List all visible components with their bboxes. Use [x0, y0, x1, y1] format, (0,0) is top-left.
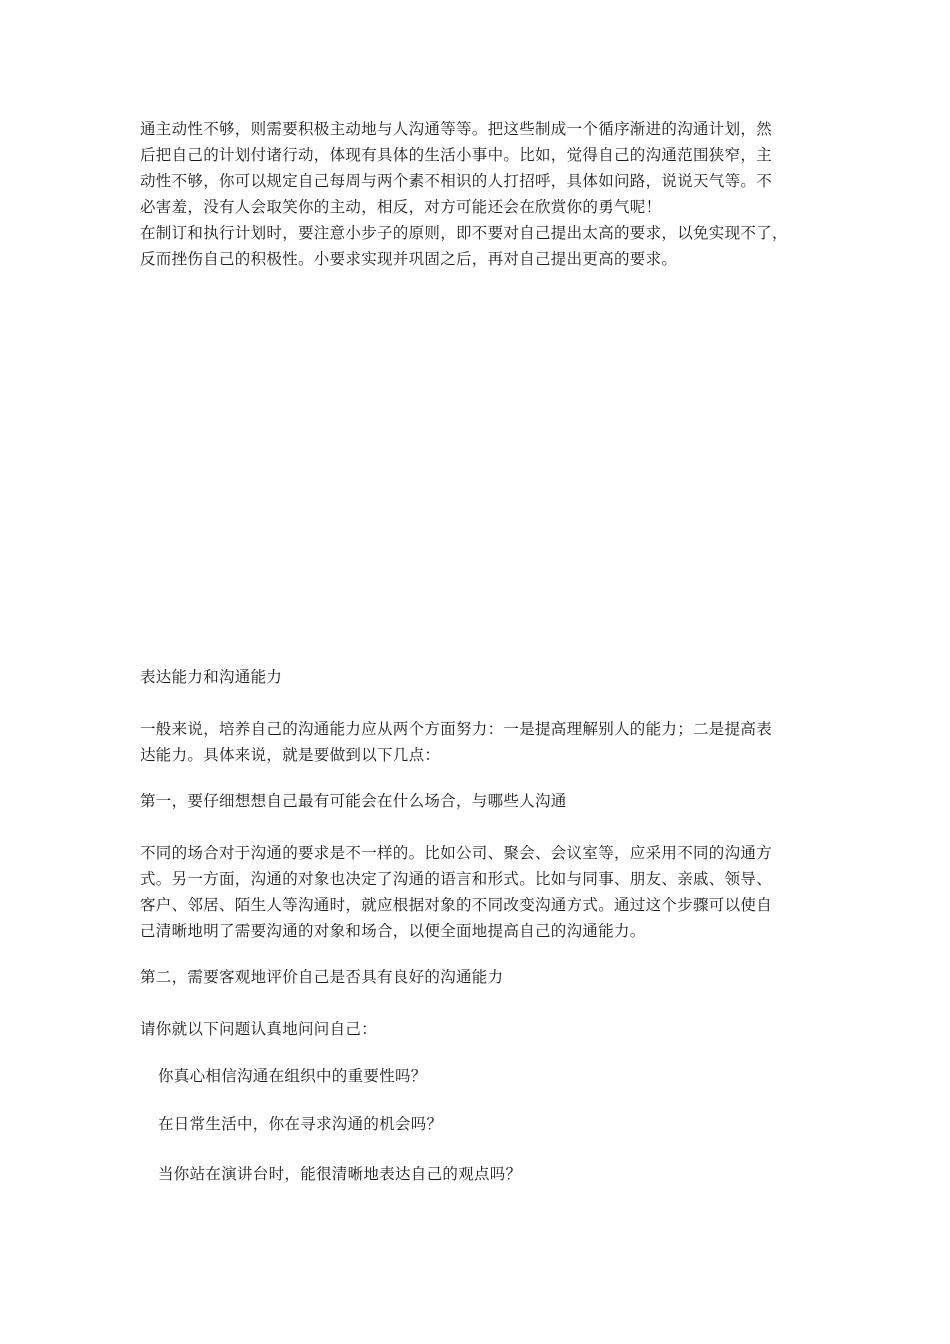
- question-item: [140, 1063, 812, 1089]
- question-text: 在日常生活中，你在寻求沟通的机会吗？: [158, 1115, 443, 1133]
- text-line: 反而挫伤自己的积极性。小要求实现并巩固之后，再对自己提出更高的要求。: [140, 250, 678, 268]
- text-line: 客户、邻居、陌生人等沟通时，就应根据对象的不同改变沟通方式。通过这个步骤可以使自: [140, 896, 773, 914]
- text-line: 后把自己的计划付诸行动，体现有具体的生活小事中。比如，觉得自己的沟通范围狭窄，主: [140, 146, 773, 164]
- text-line: 一般来说，培养自己的沟通能力应从两个方面努力：一是提高理解别人的能力；二是提高表: [140, 720, 773, 738]
- section-heading: [140, 664, 812, 690]
- text-line: 必害羞，没有人会取笑你的主动，相反，对方可能还会在欣赏你的勇气呢！: [140, 198, 662, 216]
- text-line: 在制订和执行计划时，要注意小步子的原则，即不要对自己提出太高的要求，以免实现不了，: [140, 224, 788, 242]
- question-item: [140, 1161, 812, 1187]
- paragraph-intro: [140, 716, 812, 768]
- paragraph-communication-plan: [140, 116, 812, 220]
- text-line: 达能力。具体来说，就是要做到以下几点：: [140, 746, 441, 764]
- question-text: 当你站在演讲台时，能很清晰地表达自己的观点吗？: [158, 1165, 522, 1183]
- point1-heading: [140, 788, 812, 814]
- heading-text: 表达能力和沟通能力: [140, 668, 283, 686]
- text-line: 式。另一方面，沟通的对象也决定了沟通的语言和形式。比如与同事、朋友、亲戚、领导、: [140, 870, 773, 888]
- point-heading-text: 第二，需要客观地评价自己是否具有良好的沟通能力: [140, 968, 504, 986]
- text-line: 己清晰地明了需要沟通的对象和场合，以便全面地提高自己的沟通能力。: [140, 922, 646, 940]
- text-line: 通主动性不够，则需要积极主动地与人沟通等等。把这些制成一个循序渐进的沟通计划，然: [140, 120, 773, 138]
- question-text: 你真心相信沟通在组织中的重要性吗？: [158, 1067, 427, 1085]
- point2-heading: [140, 964, 812, 990]
- question-intro-text: 请你就以下问题认真地问问自己：: [140, 1020, 378, 1038]
- point-heading-text: 第一，要仔细想想自己最有可能会在什么场合，与哪些人沟通: [140, 792, 567, 810]
- text-line: 不同的场合对于沟通的要求是不一样的。比如公司、聚会、会议室等，应采用不同的沟通方: [140, 844, 773, 862]
- paragraph-small-steps: [140, 220, 812, 272]
- paragraph-point1-body: [140, 840, 812, 944]
- text-line: 动性不够，你可以规定自己每周与两个素不相识的人打招呼，具体如问路，说说天气等。不: [140, 172, 773, 190]
- question-item: [140, 1111, 812, 1137]
- question-intro: [140, 1016, 812, 1042]
